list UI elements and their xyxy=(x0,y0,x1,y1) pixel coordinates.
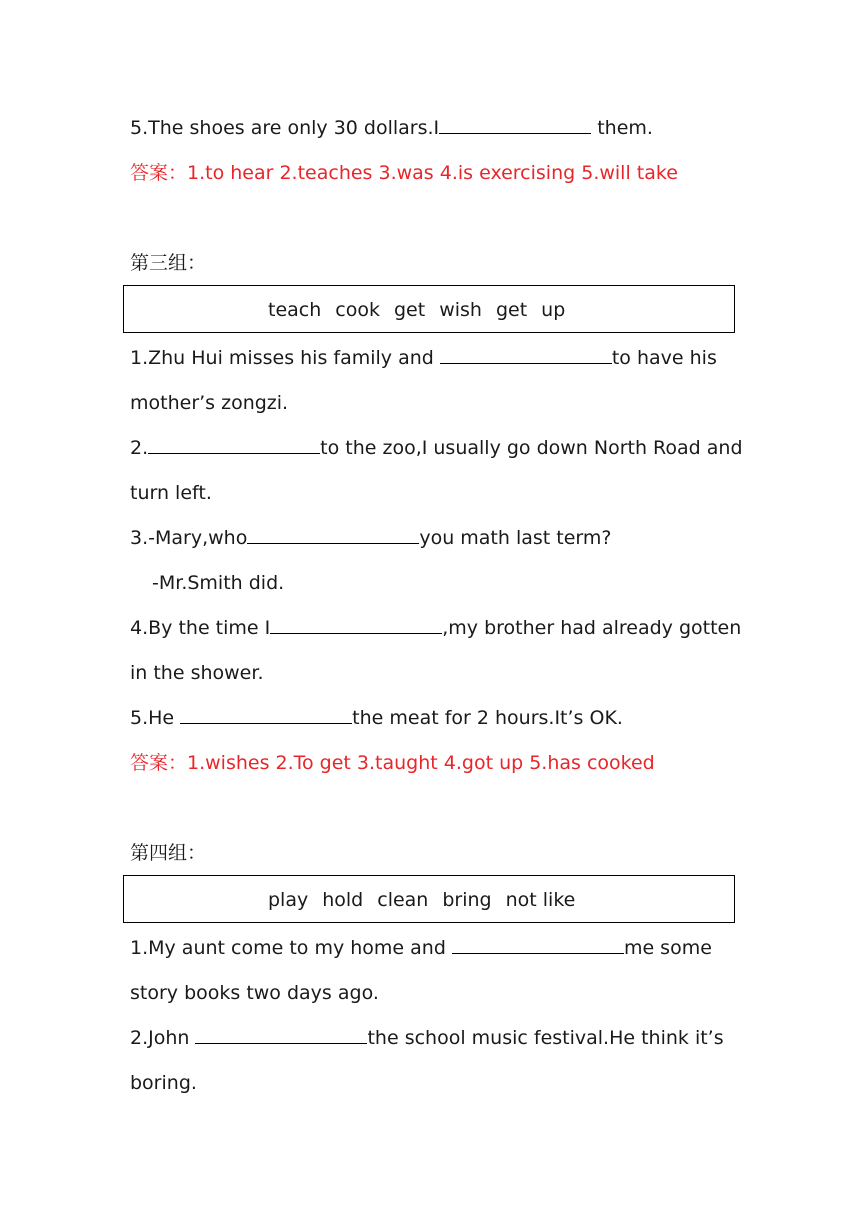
question-text: the meat for 2 hours.It’s OK. xyxy=(352,707,623,729)
word-bank-item: get xyxy=(393,299,426,321)
question-text: to the zoo,I usually go down North Road and xyxy=(320,437,743,459)
word-bank-item: wish xyxy=(439,299,482,321)
word-bank-item: not like xyxy=(505,889,576,911)
dialogue-reply: -Mr.Smith did. xyxy=(152,572,285,594)
word-bank-item: bring xyxy=(442,889,492,911)
question-text: 3.-Mary,who xyxy=(130,527,248,549)
answer-blank[interactable] xyxy=(180,705,352,724)
question-text: the school music festival.He think it’s xyxy=(367,1027,724,1049)
answer-blank[interactable] xyxy=(195,1025,367,1044)
question-line xyxy=(130,615,741,641)
answer-blank[interactable] xyxy=(440,345,612,364)
answer-key: 答案：1.to hear 2.teaches 3.was 4.is exercising 5.will take xyxy=(130,162,678,184)
question-line xyxy=(130,525,611,551)
question-line xyxy=(130,115,653,141)
question-line xyxy=(130,345,717,371)
question-text: 5.He xyxy=(130,707,181,729)
question-line xyxy=(130,935,712,961)
group-title: 第三组： xyxy=(130,252,207,274)
word-bank-item: cook xyxy=(335,299,380,321)
word-bank-item: get xyxy=(495,299,528,321)
question-text: 2.John xyxy=(130,1027,196,1049)
word-bank-item: hold xyxy=(322,889,364,911)
answer-key: 答案：1.wishes 2.To get 3.taught 4.got up 5.has cooked xyxy=(130,752,655,774)
question-continuation: story books two days ago. xyxy=(130,982,379,1004)
question-text: 1.Zhu Hui misses his family and xyxy=(130,347,440,369)
question-text: 4.By the time I xyxy=(130,617,271,639)
question-continuation: mother’s zongzi. xyxy=(130,392,289,414)
question-continuation: turn left. xyxy=(130,482,212,504)
word-bank-item: play xyxy=(268,889,309,911)
group-title: 第四组： xyxy=(130,842,207,864)
question-text: 1.My aunt come to my home and xyxy=(130,937,452,959)
question-line xyxy=(130,705,623,731)
question-continuation: boring. xyxy=(130,1072,197,1094)
answer-blank[interactable] xyxy=(247,525,419,544)
question-text: 5.The shoes are only 30 dollars.I xyxy=(130,117,440,139)
question-line xyxy=(130,435,743,461)
answer-blank[interactable] xyxy=(452,935,624,954)
answer-blank[interactable] xyxy=(148,435,320,454)
question-text: you math last term? xyxy=(419,527,612,549)
answer-blank[interactable] xyxy=(439,115,591,134)
word-bank-box xyxy=(123,875,735,923)
question-line xyxy=(130,1025,724,1051)
word-bank xyxy=(268,297,579,323)
word-bank-item: clean xyxy=(377,889,429,911)
question-text: to have his xyxy=(611,347,717,369)
word-bank-box xyxy=(123,285,735,333)
word-bank-item: teach xyxy=(268,299,322,321)
question-text: 2. xyxy=(130,437,149,459)
question-text: ,my brother had already gotten xyxy=(442,617,742,639)
answer-blank[interactable] xyxy=(270,615,442,634)
question-text: me some xyxy=(623,937,712,959)
question-text: them. xyxy=(591,117,653,139)
word-bank-item: up xyxy=(541,299,566,321)
word-bank xyxy=(268,887,589,913)
question-continuation: in the shower. xyxy=(130,662,264,684)
